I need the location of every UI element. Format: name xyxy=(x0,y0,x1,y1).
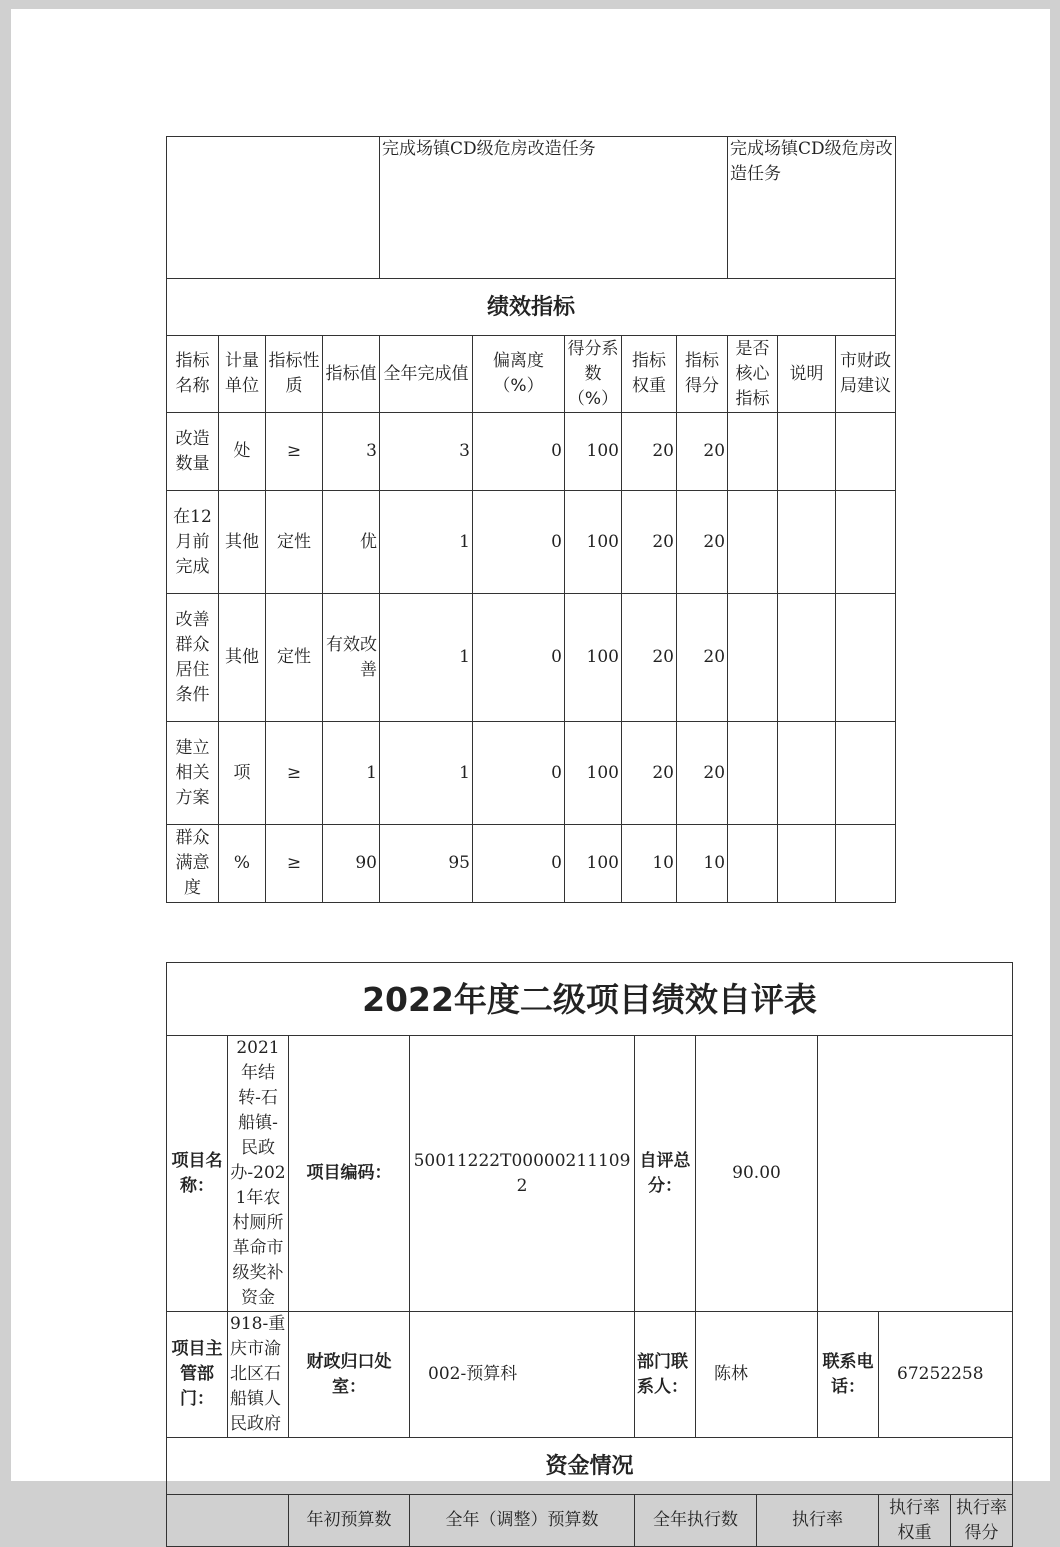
cell-unit: 其他 xyxy=(219,491,266,594)
cell-indicator-name: 在12月前完成 xyxy=(167,491,219,594)
cell-score: 10 xyxy=(677,825,728,903)
cell-nature: 定性 xyxy=(266,491,323,594)
cell-note xyxy=(778,491,836,594)
cell-unit: 处 xyxy=(219,413,266,491)
cell-weight: 10 xyxy=(622,825,677,903)
col-header: 偏离度（%） xyxy=(473,336,565,413)
col-header: 全年完成值 xyxy=(380,336,473,413)
cell-actual: 1 xyxy=(380,491,473,594)
performance-indicator-table xyxy=(166,136,896,903)
task-cell-2: 完成场镇CD级危房改造任务 xyxy=(728,137,896,279)
table-row xyxy=(167,413,896,491)
col-header: 说明 xyxy=(778,336,836,413)
contact-label: 部门联系人： xyxy=(635,1312,696,1438)
contact-value: 陈林 xyxy=(696,1312,818,1438)
dept-label: 项目主管部门： xyxy=(167,1312,228,1438)
cell-unit: 其他 xyxy=(219,594,266,722)
cell-core xyxy=(728,491,778,594)
cell-note xyxy=(778,825,836,903)
cell-nature: 定性 xyxy=(266,594,323,722)
cell-unit: 项 xyxy=(219,722,266,825)
cell-score: 20 xyxy=(677,491,728,594)
cell-coefficient: 100 xyxy=(565,413,622,491)
cell-indicator-name: 改造数量 xyxy=(167,413,219,491)
cell-coefficient: 100 xyxy=(565,594,622,722)
cell-weight: 20 xyxy=(622,594,677,722)
col-header: 指标值 xyxy=(323,336,380,413)
cell-weight: 20 xyxy=(622,491,677,594)
col-header: 执行率权重 xyxy=(879,1495,951,1547)
cell-suggestion xyxy=(836,825,896,903)
cell-unit: % xyxy=(219,825,266,903)
cell-core xyxy=(728,413,778,491)
project-code-label: 项目编码： xyxy=(289,1036,410,1312)
cell-suggestion xyxy=(836,594,896,722)
col-header: 指标得分 xyxy=(677,336,728,413)
cell-coefficient: 100 xyxy=(565,722,622,825)
cell-deviation: 0 xyxy=(473,491,565,594)
cell-deviation: 0 xyxy=(473,825,565,903)
cell-note xyxy=(778,722,836,825)
project-name-label: 项目名称： xyxy=(167,1036,228,1312)
cell-coefficient: 100 xyxy=(565,491,622,594)
dept-value: 918-重庆市渝北区石船镇人民政府 xyxy=(228,1312,289,1438)
cell-nature: ≥ xyxy=(266,825,323,903)
cell-target: 1 xyxy=(323,722,380,825)
self-evaluation-table xyxy=(166,962,1013,1547)
col-header: 是否核心指标 xyxy=(728,336,778,413)
cell-core xyxy=(728,825,778,903)
phone-value: 67252258 xyxy=(879,1312,1013,1438)
project-code-value: 50011222T000002111092 xyxy=(410,1036,635,1312)
cell-coefficient: 100 xyxy=(565,825,622,903)
col-header: 执行率 xyxy=(757,1495,879,1547)
col-header: 指标权重 xyxy=(622,336,677,413)
cell-indicator-name: 建立相关方案 xyxy=(167,722,219,825)
blank-cell xyxy=(167,137,380,279)
cell-indicator-name: 群众满意度 xyxy=(167,825,219,903)
table-row xyxy=(167,491,896,594)
cell-suggestion xyxy=(836,722,896,825)
col-header: 计量单位 xyxy=(219,336,266,413)
col-header: 指标名称 xyxy=(167,336,219,413)
cell-suggestion xyxy=(836,413,896,491)
self-score-value: 90.00 xyxy=(696,1036,818,1312)
cell-note xyxy=(778,413,836,491)
cell-actual: 1 xyxy=(380,722,473,825)
cell-actual: 1 xyxy=(380,594,473,722)
cell-weight: 20 xyxy=(622,413,677,491)
cell-deviation: 0 xyxy=(473,413,565,491)
table-row xyxy=(167,594,896,722)
section-title-indicators: 绩效指标 xyxy=(167,279,896,336)
finance-office-label: 财政归口处室： xyxy=(289,1312,410,1438)
cell-suggestion xyxy=(836,491,896,594)
cell-target: 优 xyxy=(323,491,380,594)
cell-core xyxy=(728,594,778,722)
col-header: 全年（调整）预算数 xyxy=(410,1495,635,1547)
cell-target: 有效改善 xyxy=(323,594,380,722)
col-header: 全年执行数 xyxy=(635,1495,757,1547)
self-score-label: 自评总分： xyxy=(635,1036,696,1312)
phone-label: 联系电话： xyxy=(818,1312,879,1438)
col-header: 执行率得分 xyxy=(951,1495,1013,1547)
cell-actual: 95 xyxy=(380,825,473,903)
cell-deviation: 0 xyxy=(473,594,565,722)
table-row xyxy=(167,722,896,825)
cell-score: 20 xyxy=(677,413,728,491)
col-header: 市财政局建议 xyxy=(836,336,896,413)
table-row xyxy=(167,825,896,903)
cell-core xyxy=(728,722,778,825)
col-header: 指标性质 xyxy=(266,336,323,413)
cell-score: 20 xyxy=(677,594,728,722)
section-title-funds: 资金情况 xyxy=(167,1438,1013,1495)
blank-cell xyxy=(167,1495,289,1547)
col-header: 年初预算数 xyxy=(289,1495,410,1547)
task-cell-1: 完成场镇CD级危房改造任务 xyxy=(380,137,728,279)
cell-actual: 3 xyxy=(380,413,473,491)
cell-note xyxy=(778,594,836,722)
project-name-value: 2021年结转-石船镇-民政办-2021年农村厕所革命市级奖补资金 xyxy=(228,1036,289,1312)
cell-deviation: 0 xyxy=(473,722,565,825)
col-header: 得分系数（%） xyxy=(565,336,622,413)
finance-office-value: 002-预算科 xyxy=(410,1312,635,1438)
cell-nature: ≥ xyxy=(266,413,323,491)
cell-target: 90 xyxy=(323,825,380,903)
cell-nature: ≥ xyxy=(266,722,323,825)
blank-cell xyxy=(818,1036,1013,1312)
cell-weight: 20 xyxy=(622,722,677,825)
cell-target: 3 xyxy=(323,413,380,491)
cell-score: 20 xyxy=(677,722,728,825)
cell-indicator-name: 改善群众居住条件 xyxy=(167,594,219,722)
form-title: 2022年度二级项目绩效自评表 xyxy=(167,963,1013,1036)
